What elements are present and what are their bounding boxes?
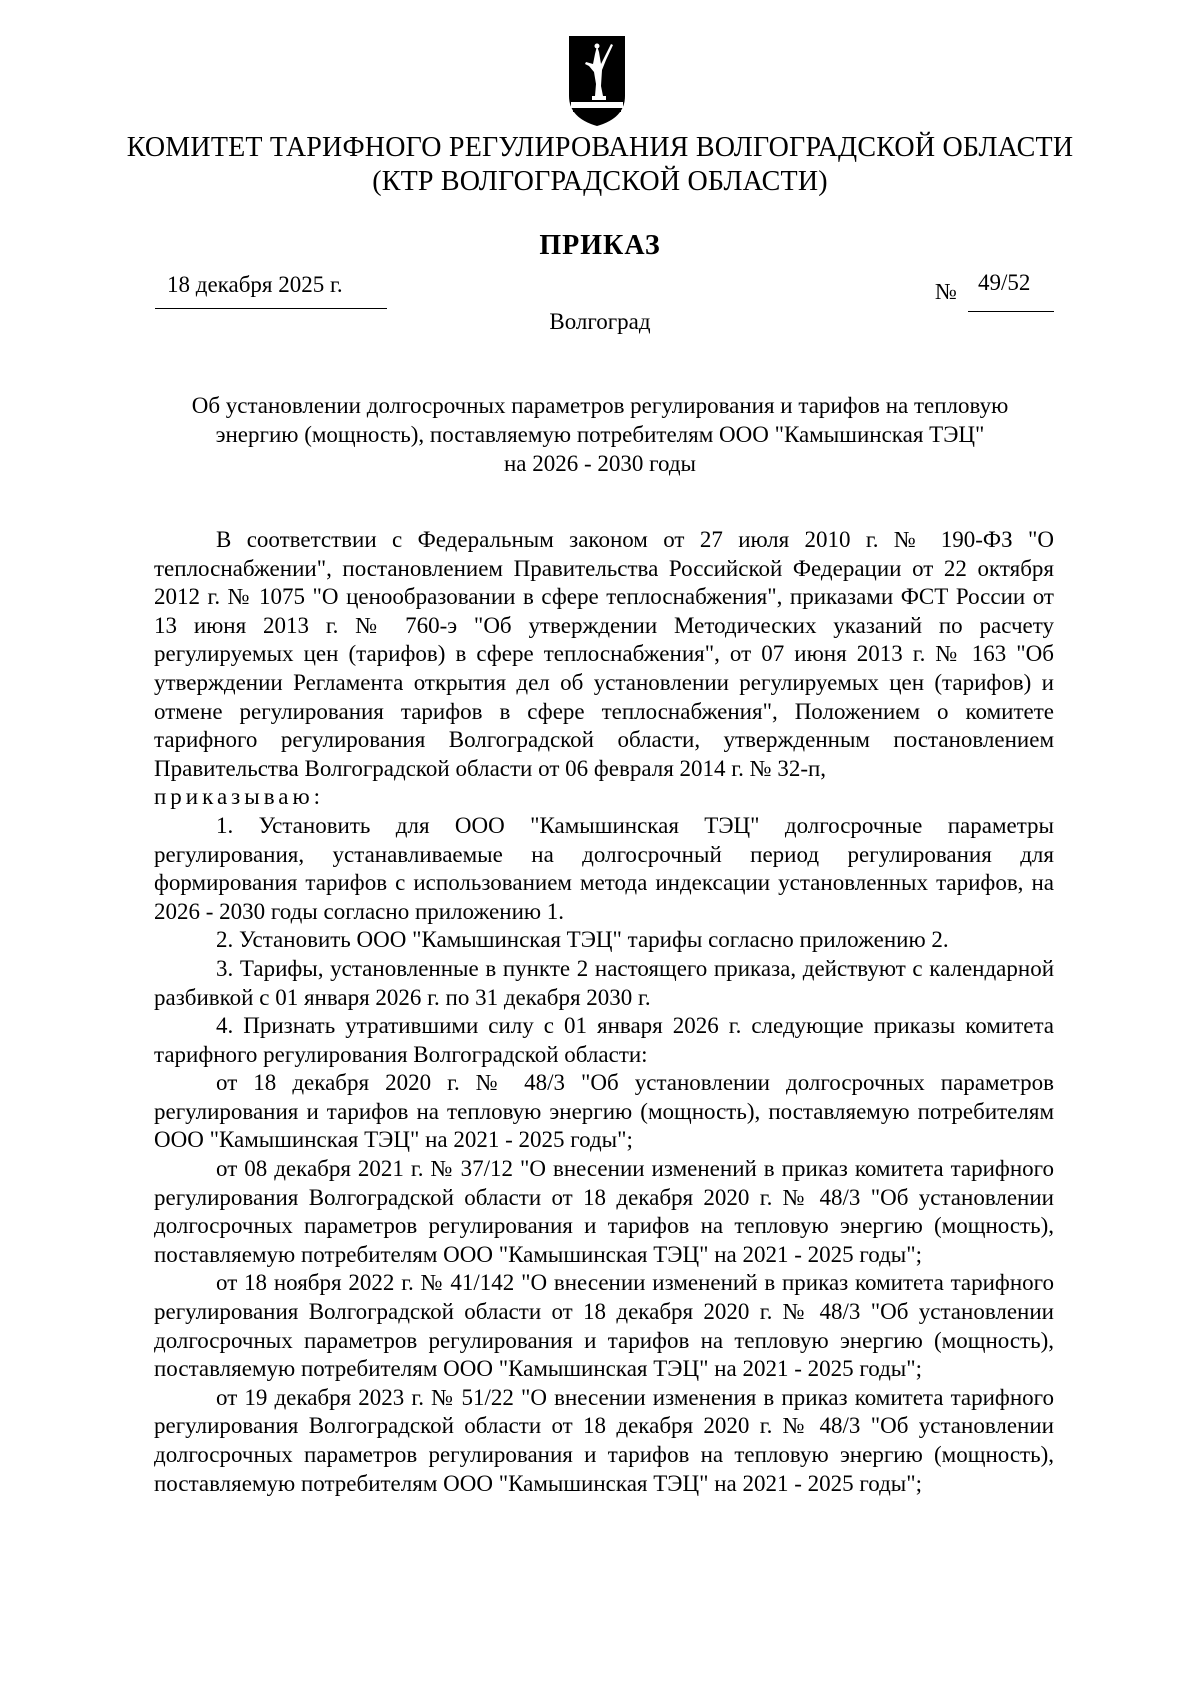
- repealed-order-1: от 18 декабря 2020 г. № 48/3 "Об установлении долгосрочных параметров регулирования и тарифов на тепловую энергию (мощность), поставляемую потребителям ООО "Камышинская ТЭЦ" на 2021 - 2025 годы";: [154, 1070, 1054, 1153]
- document-type: ПРИКАЗ: [539, 230, 661, 261]
- document-number: 49/52: [978, 270, 1031, 295]
- repealed-order-4: от 19 декабря 2023 г. № 51/22 "О внесении изменения в приказ комитета тарифного регулирования Волгоградской области от 18 декабря 2020 г. № 48/3 "Об установлении долгосрочных параметров регулирования и тарифов на тепловую энергию (мощность), поставляемую потребителям ООО "Камышинская ТЭЦ" на 2021 - 2025 годы";: [154, 1384, 1054, 1496]
- order-word: приказываю:: [154, 784, 325, 810]
- document-date: 18 декабря 2025 г.: [167, 272, 343, 297]
- subject-line: на 2026 - 2030 годы: [503, 451, 697, 476]
- document-subject: [0, 391, 1200, 478]
- order-word-line: [154, 783, 1054, 812]
- subject-line: энергию (мощность), поставляемую потребителям ООО "Камышинская ТЭЦ": [215, 422, 985, 447]
- number-sign: №: [935, 279, 957, 304]
- organization-name: КОМИТЕТ ТАРИФНОГО РЕГУЛИРОВАНИЯ ВОЛГОГРАДСКОЙ ОБЛАСТИ: [126, 132, 1074, 163]
- repealed-order-3: от 18 ноября 2022 г. № 41/142 "О внесении изменений в приказ комитета тарифного регулирования Волгоградской области от 18 декабря 2020 г. № 48/3 "Об установлении долгосрочных параметров регулирования и тарифов на тепловую энергию (мощность), поставляемую потребителям ООО "Камышинская ТЭЦ" на 2021 - 2025 годы";: [154, 1270, 1054, 1382]
- order-item-4: 4. Признать утратившими силу с 01 января 2026 г. следующие приказы комитета тарифного регулирования Волгоградской области:: [154, 1013, 1054, 1067]
- document-body: [154, 526, 1054, 1498]
- subject-line: Об установлении долгосрочных параметров регулирования и тарифов на тепловую: [191, 393, 1009, 418]
- repealed-order-2: от 08 декабря 2021 г. № 37/12 "О внесении изменений в приказ комитета тарифного регулирования Волгоградской области от 18 декабря 2020 г. № 48/3 "Об установлении долгосрочных параметров регулирования и тарифов на тепловую энергию (мощность), поставляемую потребителям ООО "Камышинская ТЭЦ" на 2021 - 2025 годы";: [154, 1156, 1054, 1267]
- document-city: Волгоград: [549, 309, 651, 334]
- order-item-3: 3. Тарифы, установленные в пункте 2 настоящего приказа, действуют с календарной разбивкой с 01 января 2026 г. по 31 декабря 2030 г.: [154, 955, 1054, 1010]
- preamble-paragraph: В соответствии с Федеральным законом от 27 июля 2010 г. № 190-ФЗ "О теплоснабжении", постановлением Правительства Российской Федерации от 22 октября 2012 г. № 1075 "О ценообразовании в сфере теплоснабжения", приказами ФСТ России от 13 июня 2013 г. № 760-э "Об утверждении Методических указаний по расчету регулируемых цен (тарифов) в сфере теплоснабжения", от 07 июня 2013 г. № 163 "Об утверждении Регламента открытия дел об установлении регулируемых цен (тарифов) и отмене регулирования тарифов в сфере теплоснабжения", Положением о комитете тарифного регулирования Волгоградской области, утвержденным постановлением Правительства Волгоградской области от 06 февраля 2014 г. № 32-п,: [154, 527, 1054, 781]
- organization-short-name: (КТР ВОЛГОГРАДСКОЙ ОБЛАСТИ): [372, 166, 828, 197]
- order-item-1: 1. Установить для ООО "Камышинская ТЭЦ" долгосрочные параметры регулирования, устанавливаемые на долгосрочный период регулирования для формирования тарифов с использованием метода индексации установленных тарифов, на 2026 - 2030 годы согласно приложению 1.: [154, 812, 1054, 924]
- order-item-2: 2. Установить ООО "Камышинская ТЭЦ" тарифы согласно приложению 2.: [216, 927, 949, 953]
- volgograd-coat-of-arms-icon: [565, 34, 629, 128]
